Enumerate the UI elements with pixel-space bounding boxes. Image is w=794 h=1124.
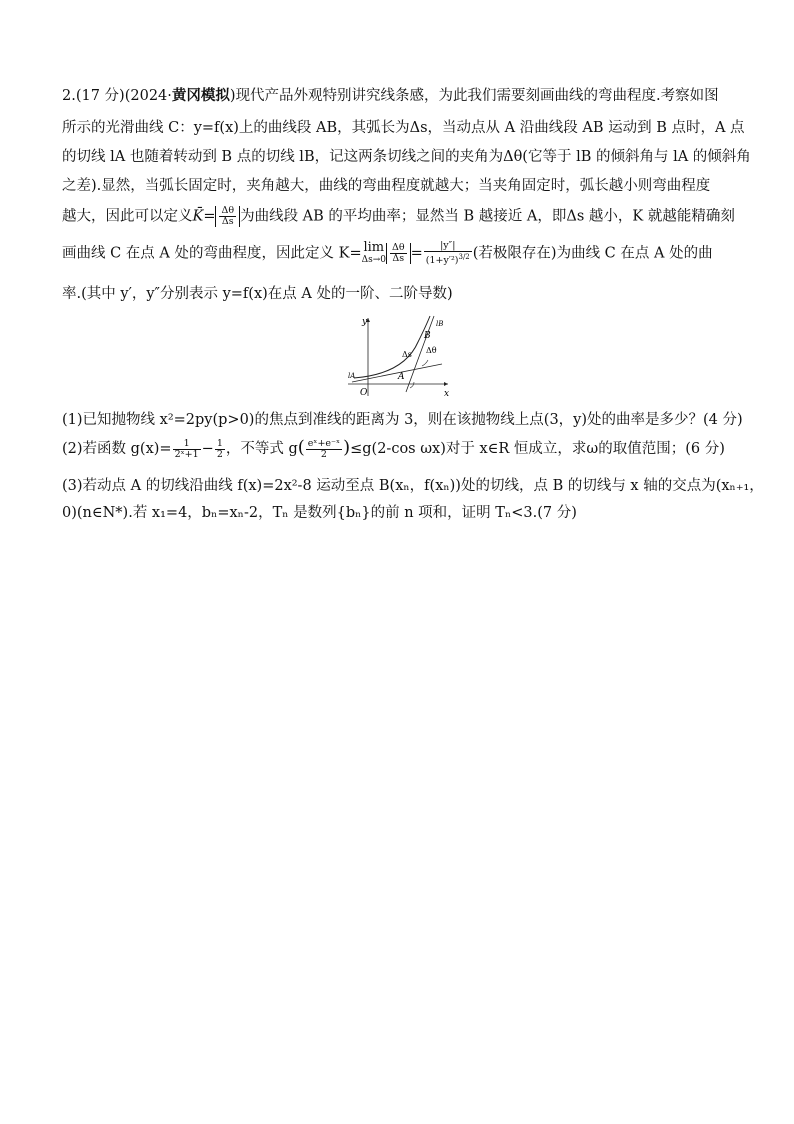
dtheta-arc <box>422 360 428 366</box>
q2-a: (2)若函数 g(x)= <box>62 441 172 457</box>
avg-curvature-fraction <box>219 206 236 227</box>
frac-ds: Δs <box>221 216 234 227</box>
k-bar-symbol: K̄= <box>192 208 216 225</box>
problem-header-line <box>62 86 719 106</box>
q2-frac2-num: 1 <box>216 437 223 449</box>
intro-line-5 <box>62 206 735 227</box>
q2-c: ≤g(2-cos ωx)对于 x∈R 恒成立，求ω的取值范围；(6 分) <box>350 441 725 457</box>
curvature-numerator: |y″| <box>424 241 472 252</box>
intro-line6-a: 画曲线 C 在点 A 处的弯曲程度，因此定义 K= <box>62 245 362 262</box>
label-la: lA <box>348 372 356 380</box>
curvature-denominator <box>424 252 472 266</box>
intro-line6-b: (若极限存在)为曲线 C 在点 A 处的曲 <box>472 245 713 262</box>
source-bold: 黄冈模拟 <box>171 87 230 104</box>
limit-abs <box>386 243 411 264</box>
label-dtheta: Δθ <box>426 346 437 355</box>
problem-number: 2. <box>62 88 76 104</box>
figure-svg <box>344 312 454 398</box>
q2-frac3-den: 2 <box>320 448 327 460</box>
label-o: O <box>360 388 368 398</box>
q2-minus: − <box>201 441 214 457</box>
label-x: x <box>444 389 450 398</box>
problem-points: (17 分) <box>75 88 125 104</box>
question-2: (2)若函数 g(x)= $\frac{1}{\text{2ˣ+1}}$ − $\frac{1}{2}$ ，不等式 g( $\frac{\text{eˣ+e⁻ˣ}}{2}$ )≤g(2-cos ωx)对于 x∈R 恒成立，求ω的取值范围；(6 分) <box>62 437 725 460</box>
q2-frac3-num: eˣ+e⁻ˣ <box>307 437 341 449</box>
source-suffix: ) <box>229 88 236 104</box>
q2-frac2 <box>215 439 225 460</box>
lim-sub: Δs→0 <box>361 254 386 265</box>
curvature-formula <box>424 241 472 266</box>
curv-exp: 3/2 <box>458 253 470 261</box>
q2-frac1-den: 2ˣ+1 <box>174 448 199 460</box>
q2-frac3 <box>306 439 342 460</box>
source-prefix: (2024· <box>124 88 172 104</box>
intro-line-6: 画曲线 C 在点 A 处的弯曲程度，因此定义 K= lim Δs→0 $\frac{\Delta\theta}{\Delta s}$ = $\frac{|y''|}{(1+y'^2)^{3/2}}$ (若极限存在)为曲线 C 在点 A 处的曲 <box>62 239 713 267</box>
question-3-line2: 0)(n∈N*).若 x₁=4，bₙ=xₙ-2，Tₙ 是数列{bₙ}的前 n 项和，证明 Tₙ<3.(7 分) <box>62 505 577 521</box>
label-ds: Δs <box>402 350 412 359</box>
intro-line5-a: 越大，因此可以定义 <box>62 208 193 225</box>
label-a: A <box>398 372 405 382</box>
intro-line5-b: 为曲线段 AB 的平均曲率；显然当 B 越接近 A，即Δs 越小，K 就越能精确刻 <box>240 208 735 225</box>
intro-line-3: 的切线 lA 也随着转动到 B 点的切线 lB，记这两条切线之间的夹角为Δθ(它等于 lB 的倾斜角与 lA 的倾斜角 <box>62 149 751 165</box>
q2-frac1 <box>173 439 201 460</box>
label-y: y <box>362 317 368 327</box>
label-b: B <box>424 331 431 341</box>
limit-operator <box>361 239 386 266</box>
lim-frac-ds: Δs <box>392 253 405 265</box>
frac-dtheta: Δθ <box>221 205 235 216</box>
intro-line-4: 之差).显然，当弧长固定时，夹角越大，曲线的弯曲程度就越大；当夹角固定时，弧长越小则弯曲程度 <box>62 178 711 194</box>
question-1: (1)已知抛物线 x²=2py(p>0)的焦点到准线的距离为 3，则在该抛物线上点(3，y)处的曲率是多少？(4 分) <box>62 412 743 428</box>
curv-den: (1+y′²) <box>425 255 459 267</box>
x-axis-arrow-icon <box>444 382 448 386</box>
q2-frac1-num: 1 <box>173 439 201 450</box>
limit-fraction <box>390 243 407 264</box>
avg-curvature-abs <box>215 206 240 227</box>
curvature-figure <box>344 312 454 398</box>
intro-line-2: 所示的光滑曲线 C：y=f(x)上的曲线段 AB，其弧长为Δs，当动点从 A 沿曲线段 AB 运动到 B 点时，A 点 <box>62 120 745 136</box>
lim-word: lim <box>363 239 385 255</box>
intro-line-7: 率.(其中 y′，y″分别表示 y=f(x)在点 A 处的一阶、二阶导数) <box>62 286 453 302</box>
q2-b: ，不等式 g <box>225 441 298 457</box>
angle-arc <box>410 382 414 388</box>
q2-frac2-den: 2 <box>216 448 223 460</box>
question-3-line1: (3)若动点 A 的切线沿曲线 f(x)=2x²-8 运动至点 B(xₙ，f(xₙ))处的切线，点 B 的切线与 x 轴的交点为(xₙ₊₁， <box>62 478 764 494</box>
tangent-la <box>352 364 442 382</box>
intro-line1-text: 现代产品外观特别讲究线条感，为此我们需要刻画曲线的弯曲程度.考察如图 <box>235 88 719 104</box>
label-lb: lB <box>436 320 444 328</box>
lim-frac-dtheta: Δθ <box>391 242 405 254</box>
